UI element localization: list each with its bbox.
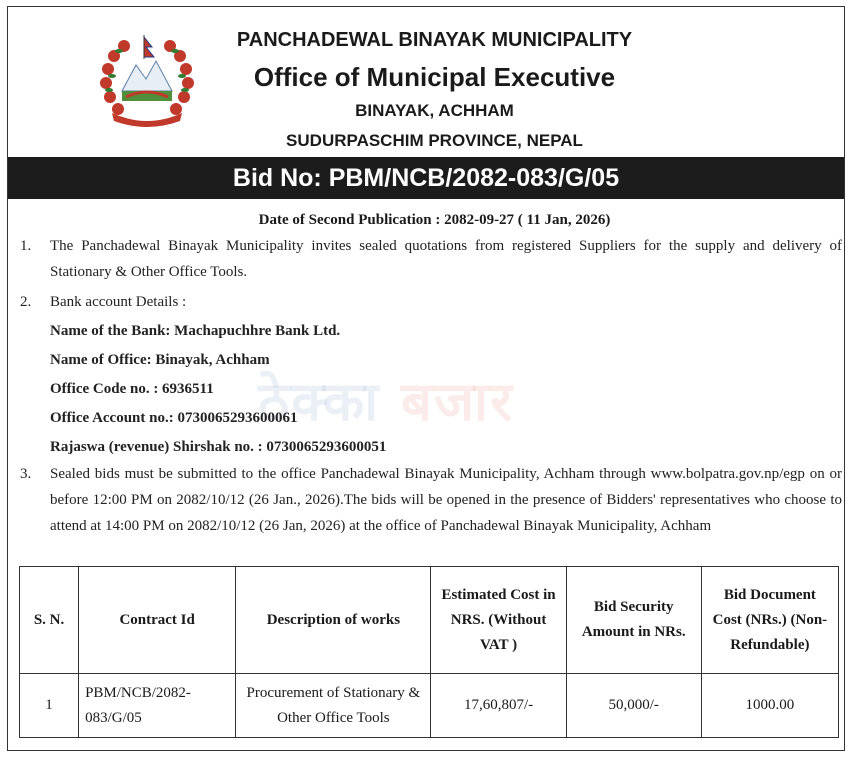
- item-number: 1.: [20, 238, 32, 254]
- watermark-logo: ठेक्का बजार: [258, 370, 515, 433]
- bid-number-bar: [8, 157, 844, 199]
- office-name: Name of Office: Binayak, Achham: [50, 352, 270, 368]
- cell-estimated-cost: 17,60,807/-: [431, 674, 566, 738]
- header-description: Description of works: [236, 567, 431, 674]
- table-row: [20, 674, 839, 738]
- office-title: Office of Municipal Executive: [253, 62, 616, 92]
- rajaswa-account: Rajaswa (revenue) Shirshak no. : 0730065293600051: [50, 439, 387, 455]
- publication-date: Date of Second Publication : 2082-09-27 ( 11 Jan, 2026): [258, 212, 611, 228]
- item-text: Sealed bids must be submitted to the office Panchadewal Binayak Municipality, Achham through www.bolpatra.gov.np/egp on or before 12:00 PM on 2082/10/12 (26 Jan., 2026).The bids will be opened in the presence of Bidders' representatives who choose to attend at 14:00 PM on 2082/10/12 (26 Jan, 2026) at the office of Panchadewal Binayak Municipality, Achham: [50, 466, 842, 534]
- bid-table: [19, 566, 839, 738]
- notice-header: [8, 7, 844, 157]
- cell-description: Procurement of Stationary & Other Office Tools: [236, 674, 431, 738]
- item-number: 2.: [20, 294, 32, 310]
- office-code: Office Code no. : 6936511: [50, 381, 214, 397]
- cell-sn: 1: [20, 674, 79, 738]
- header-contract-id: Contract Id: [79, 567, 236, 674]
- municipality-name: PANCHADEWAL BINAYAK MUNICIPALITY: [236, 29, 633, 51]
- bank-name: Name of the Bank: Machapuchhre Bank Ltd.: [50, 323, 341, 339]
- office-location: BINAYAK, ACHHAM: [355, 101, 514, 120]
- item-text: Bank account Details :: [50, 294, 187, 310]
- province-line: SUDURPASCHIM PROVINCE, NEPAL: [286, 131, 583, 150]
- item-text: The Panchadewal Binayak Municipality invites sealed quotations from registered Suppliers for the supply and delivery of Stationary & Other Office Tools.: [50, 238, 842, 280]
- cell-bid-security: 50,000/-: [566, 674, 701, 738]
- cell-contract-id: PBM/NCB/2082-083/G/05: [79, 674, 236, 738]
- notice-page: [7, 6, 845, 751]
- header-sn: S. N.: [20, 567, 79, 674]
- cell-document-cost: 1000.00: [701, 674, 838, 738]
- table-header-row: [20, 567, 839, 674]
- header-estimated-cost: Estimated Cost in NRS. (Without VAT ): [431, 567, 566, 674]
- bid-number: Bid No: PBM/NCB/2082-083/G/05: [232, 163, 620, 192]
- header-bid-security: Bid Security Amount in NRs.: [566, 567, 701, 674]
- header-document-cost: Bid Document Cost (NRs.) (Non-Refundable): [701, 567, 838, 674]
- office-account: Office Account no.: 0730065293600061: [50, 410, 298, 426]
- item-number: 3.: [20, 466, 32, 482]
